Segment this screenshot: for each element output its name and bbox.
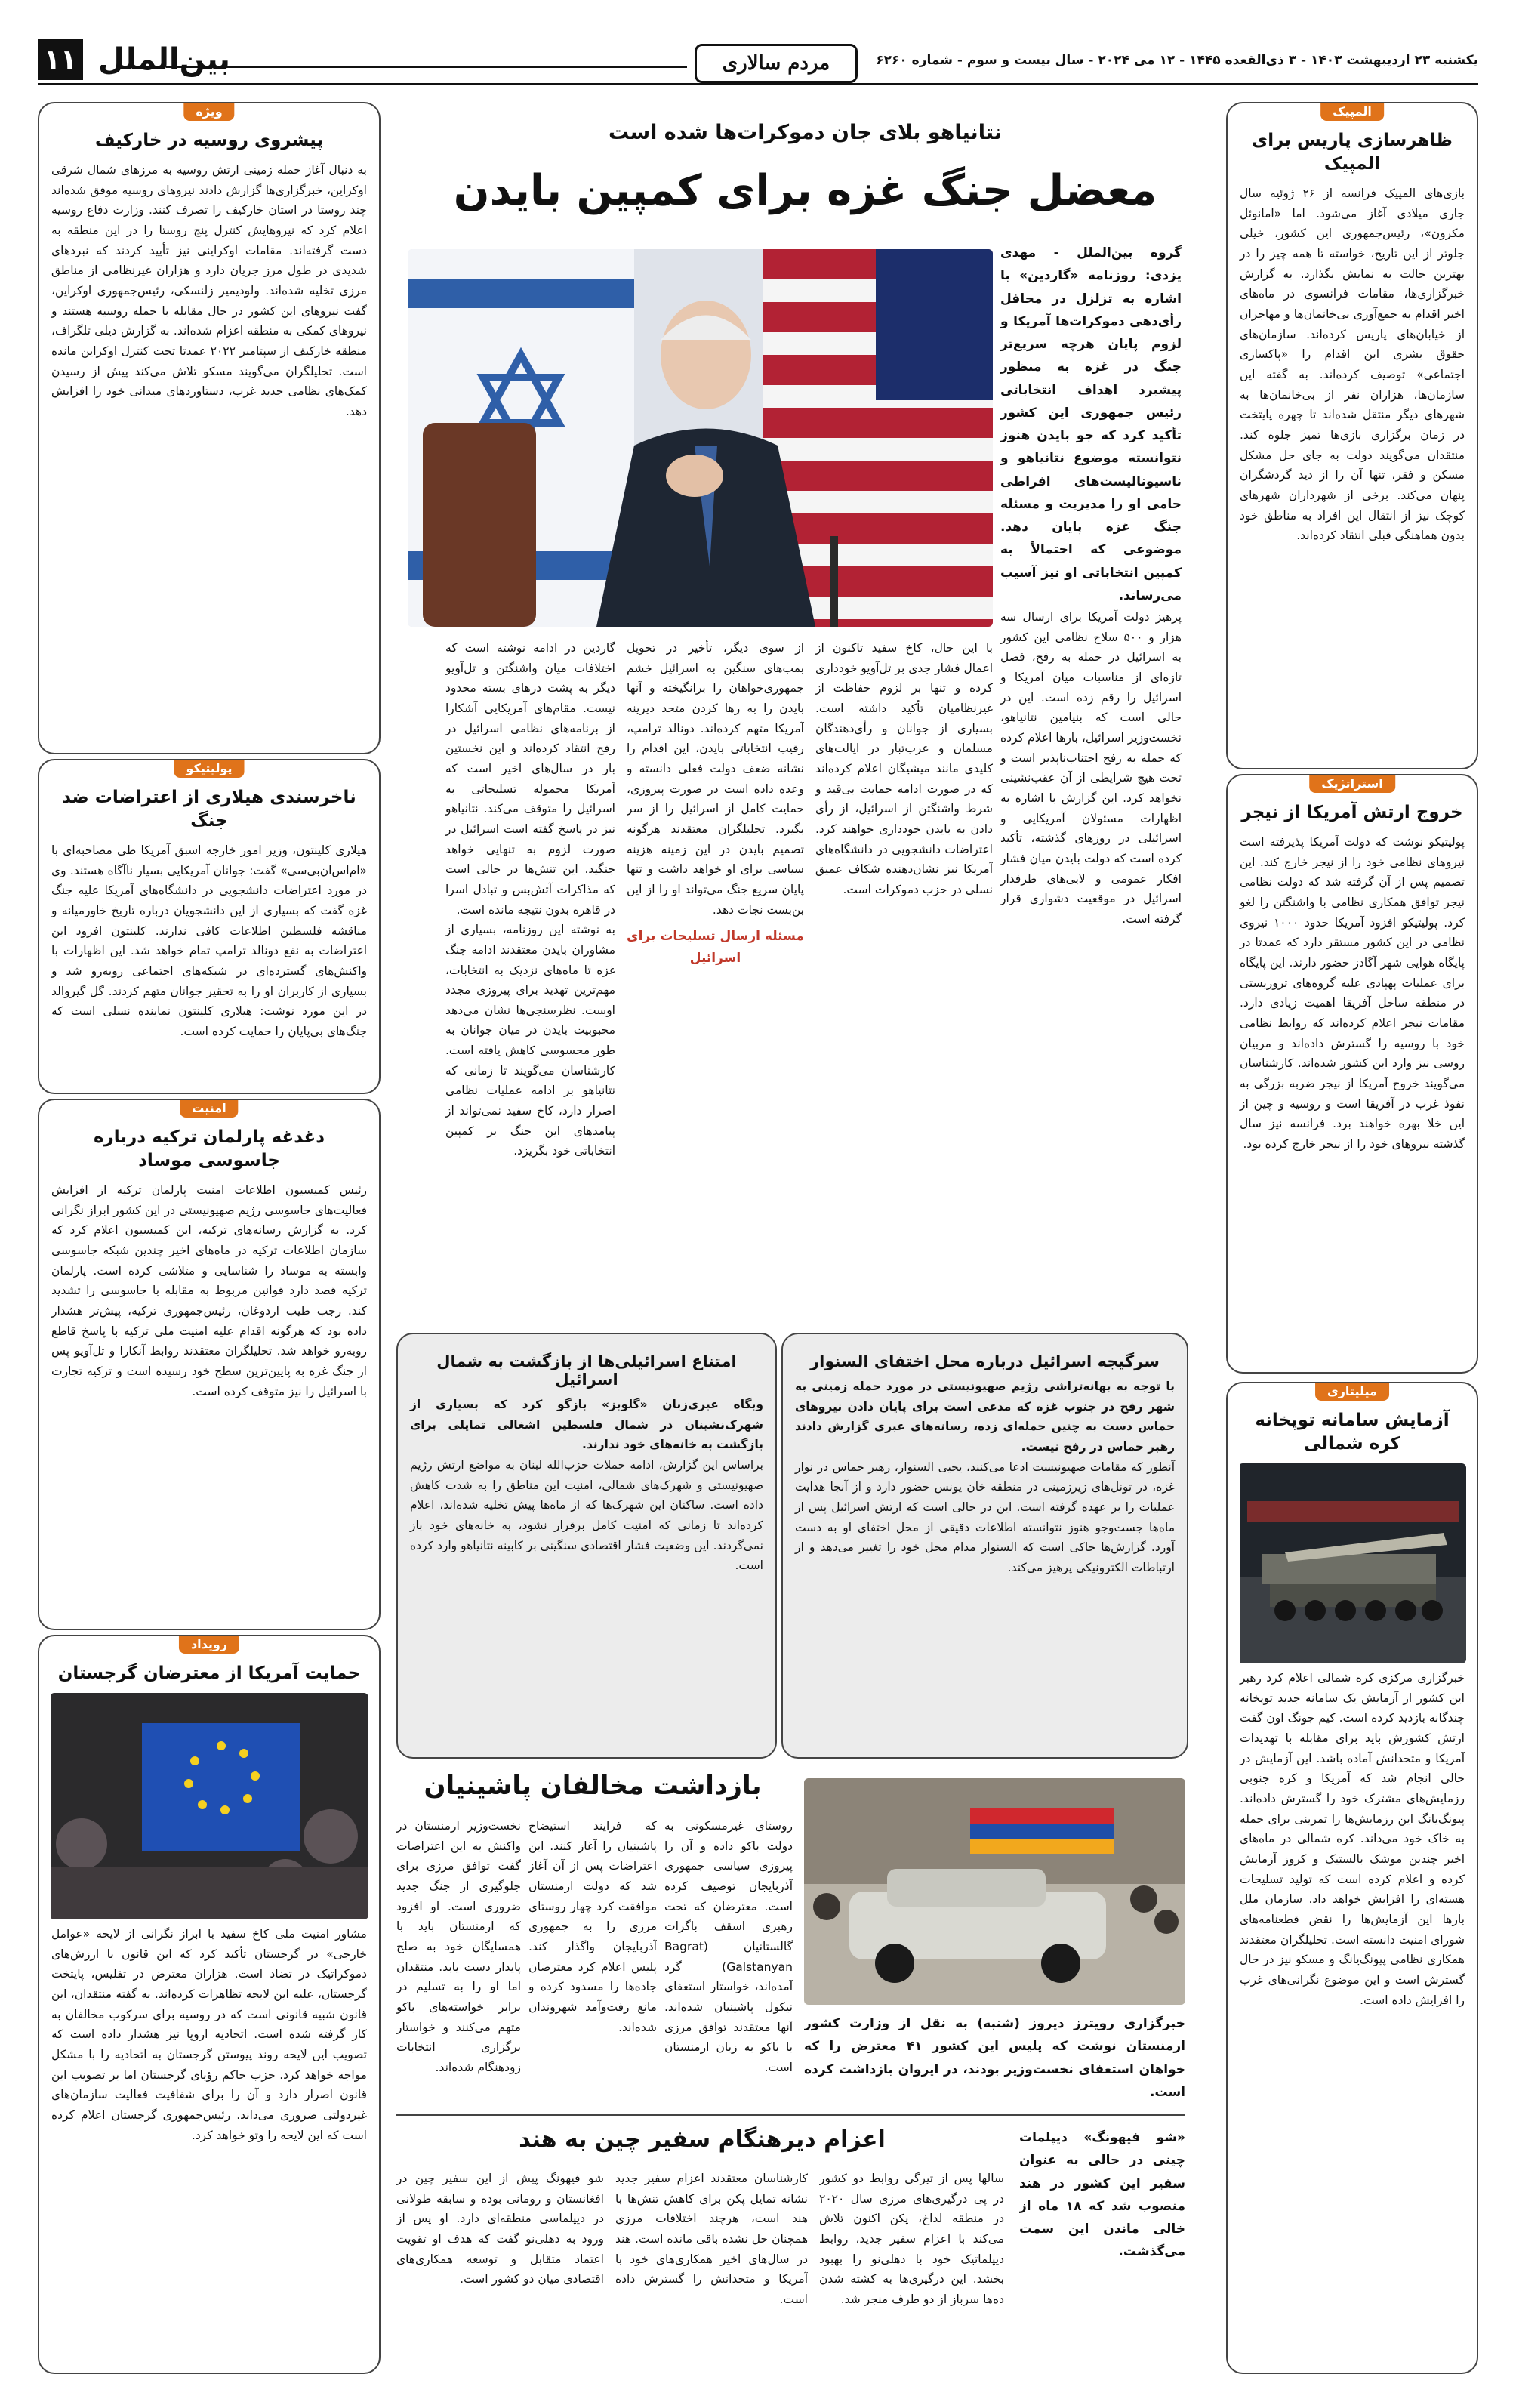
korea-photo — [1238, 1463, 1466, 1663]
russia-text: به دنبال آغاز حمله زمینی ارتش روسیه به مرزهای شمال شرقی اوکراین، خبرگزاری‌ها گزارش دادند نیروهای روسیه موفق شده‌اند چند روستا در استان خارکیف را تصرف کنند. وزارت دفاع روسیه اعلام کرد که نیروهایش کنترل پنج روستا را در این منطقه به دست گرفته‌اند. مقامات اوکراینی نیز تأیید کردند که نبردهای شدیدی در طول مرز جریان دارد و هزاران غیرنظامی از مناطق مرزی تخلیه شده‌اند. ولودیمیر زلنسکی، رئیس‌جمهوری اوکراین، گفت نیروهای این کشور در حال مقابله با حمله روسیه هستند و نیروهای کمکی به منطقه اعزام شده‌اند. به گزارش دیلی تلگراف، منطقه خارکیف از سپتامبر ۲۰۲۲ عمدتا تحت کنترل اوکراین مانده است. تحلیلگران می‌گویند مسکو تلاش می‌کند پیش از رسیدن کمک‌های نظامی جدید غرب، دستاوردهای میدانی خود را افزایش دهد. — [51, 163, 367, 418]
georgia-photo — [50, 1693, 368, 1919]
armenia-title: بازداشت مخالفان پاشینیان — [424, 1771, 762, 1801]
georgia-box — [38, 1635, 381, 2374]
main-col1-text: پرهیز دولت آمریکا برای ارسال سه هزار و ۵۰۰ سلاح نظامی این کشور به اسرائیل در حمله به رفح، فصل تازه‌ای از مناسبات میان آمریکا و اسرائیل را رقم زده است. این در حالی است که بنیامین نتانیاهو، نخست‌وزیر اسرائیل، بارها اعلام کرده که حمله به رفح اجتناب‌ناپذیر است و تحت هیچ شرایطی از آن عقب‌نشینی نخواهد کرد. این گزارش با اشاره به اظهارات مسئولان آمریکایی و اسرائیلی در روزهای گذشته، تأکید کرده است که دولت بایدن میان فشار افکار عمومی و لابی‌های طرفدار اسرائیل در موقعیت دشواری قرار گرفته است. — [1000, 610, 1182, 926]
hillary-tag: پولیتیکو — [174, 759, 245, 778]
main-col4-text: گاردین در ادامه نوشته است که اختلافات میان واشنگتن و تل‌آویو دیگر به پشت درهای بسته محدود نیست. مقام‌های آمریکایی آشکارا از برنامه‌های نظامی اسرائیل در رفح انتقاد کرده‌اند و این نخستین بار در سال‌های اخیر است که آمریکا محموله تسلیحاتی به اسرائیل را متوقف می‌کند. نتانیاهو نیز در پاسخ گفته است اسرائیل در صورت لزوم به تنهایی خواهد جنگید. این تنش‌ها در حالی است که مذاکرات آتش‌بس و تبادل اسرا در قاهره بدون نتیجه مانده است. — [445, 641, 615, 917]
russia-tag: ویژه — [183, 102, 234, 121]
north-israel-box — [396, 1333, 777, 1759]
missile-launcher-image — [1240, 1463, 1466, 1663]
spacer — [396, 1057, 430, 1058]
north-israel-lead: وبگاه عبری‌زبان «گلوبز» بازگو کرد که بسیاری از شهرک‌نشینان در شمال فلسطین اشغالی تمایلی برای بازگشت به خانه‌های خود ندارند. — [410, 1398, 763, 1452]
section-title: بین‌الملل — [98, 42, 230, 77]
main-col2-text: با این حال، کاخ سفید تاکنون از اعمال فشار جدی بر تل‌آویو خودداری کرده و تنها بر لزوم حفاظت از غیرنظامیان تأکید داشته است. بسیاری از جوانان و رأی‌دهندگان مسلمان و عرب‌تبار در ایالت‌های کلیدی مانند میشیگان اعلام کرده‌اند که در صورت ادامه حمایت بی‌قید و شرط واشنگتن از اسرائیل، از رأی دادن به بایدن خودداری خواهند کرد. اعتراضات دانشجویی در دانشگاه‌های آمریکا نیز نشان‌دهنده شکاف عمیق نسلی در حزب دموکرات است. — [815, 641, 993, 896]
china-col-2: کارشناسان معتقدند اعزام سفیر جدید نشانه تمایل پکن برای کاهش تنش‌ها با هند است، هرچند اختلافات مرزی همچنان حل نشده باقی مانده است. هند در سال‌های اخیر همکاری‌های خود با آمریکا و متحدانش را گسترش داده است. — [615, 2172, 808, 2306]
main-lead: گروه بین‌الملل - مهدی یزدی: روزنامه «گاردین» با اشاره به تزلزل در محافل رأی‌دهی دموکرات‌ها آمریکا و لزوم پایان هرچه سریع‌تر جنگ در غزه به منظور پیشبرد اهداف انتخاباتی رئیس جمهوری این کشور تأکید کرد که جو بایدن هنوز نتوانسته موضوع نتانیاهو و ناسیونالیست‌های افراطی حامی او را مدیریت و مسئله جنگ غزه پایان دهد. موضوعی که احتمالاً به کمپین انتخاباتی او نیز آسیب می‌رساند. — [1000, 245, 1182, 603]
newspaper-logo: مردم سالاری — [695, 44, 858, 83]
eu-flag-protest-image — [51, 1693, 368, 1919]
niger-box — [1226, 774, 1478, 1374]
main-supertitle: نتانیاهو بلای جان دموکرات‌ها شده است — [609, 121, 1002, 144]
north-israel-title: امتناع اسرائیلی‌ها از بازگشت به شمال اسرائیل — [436, 1352, 737, 1389]
hillary-title: ناخرسندی هیلاری از اعتراضات ضد جنگ — [62, 788, 356, 831]
turkey-text: رئیس کمیسیون اطلاعات امنیت پارلمان ترکیه از افزایش فعالیت‌های جاسوسی رژیم صهیونیستی در این کشور ابراز نگرانی کرد. به گزارش رسانه‌های ترکیه، این کمیسیون اعلام کرد که سازمان اطلاعات ترکیه در ماه‌های اخیر چندین شبکه جاسوسی وابسته به موساد را شناسایی و متلاشی کرده است. پارلمان ترکیه قصد دارد قوانین مربوط به مقابله با جاسوسی را تشدید کند. رجب طیب اردوغان، رئیس‌جمهوری ترکیه، پیش‌تر هشدار داده بود که هرگونه اقدام علیه امنیت ملی ترکیه با پاسخ قاطع روبه‌رو خواهد شد. تحلیلگران معتقدند روابط آنکارا و تل‌آویو پس از جنگ غزه به پایین‌ترین سطح خود رسیده است و ترکیه تجارت با اسرائیل را نیز متوقف کرده است. — [51, 1183, 367, 1398]
china-title: اعزام دیرهنگام سفیر چین به هند — [519, 2126, 886, 2153]
korea-text: خبرگزاری مرکزی کره شمالی اعلام کرد رهبر این کشور از آزمایش یک سامانه جدید توپخانه چندگانه بازدید کرده است. کیم جونگ اون گفت ارتش کشورش باید برای مقابله با تهدیدات آمریکا و متحدانش آماده باشد. این آزمایش در حالی انجام شد که آمریکا و کره جنوبی رزمایش‌های مشترک خود را گسترش داده‌اند. پیونگ‌یانگ این رزمایش‌ها را تمرینی برای حمله به خاک خود می‌داند. کره شمالی در ماه‌های اخیر چندین موشک بالستیک و کروز آزمایش کرده و اعلام کرده است که تولید تسلیحات هسته‌ای را افزایش خواهد داد. سازمان ملل بارها این آزمایش‌ها را نقض قطعنامه‌های شورای امنیت دانسته است. تحلیلگران معتقدند همکاری نظامی پیونگ‌یانگ و مسکو نیز در حال گسترش است و این موضوع نگرانی‌های غرب را افزایش داده است. — [1240, 1671, 1465, 2007]
georgia-tag: رویداد — [179, 1635, 239, 1654]
sinwar-title: سرگیجه اسرائیل درباره محل اختفای السنوار — [810, 1352, 1160, 1370]
main-column-3 — [627, 638, 804, 1321]
sinwar-lead: با توجه به بهانه‌تراشی رژیم صهیونیستی در مورد حمله زمینی به شهر رفح در جنوب غزه که مدعی است برای پایان دادن نیروهای حماس دست به چنین حمله‌ای زده، رسانه‌های عبری گزارش دادند رهبر حماس در رفح نیست. — [795, 1380, 1175, 1454]
armenia-photo — [804, 1778, 1185, 2005]
china-col-3: شو فیهونگ پیش از این سفیر چین در افغانستان و رومانی بوده و سابقه طولانی در دیپلماسی منطقه‌ای دارد. او پس از ورود به دهلی‌نو گفت که هدف او تقویت اعتماد متقابل و توسعه همکاری‌های اقتصادی میان دو کشور است. — [396, 2172, 604, 2286]
page-header — [38, 14, 1478, 85]
china-article — [396, 2114, 1185, 2373]
olympics-box — [1226, 102, 1478, 769]
biden-photo — [408, 249, 993, 627]
protest-car-image — [804, 1778, 1185, 2005]
armenia-col-3: نخست‌وزیر ارمنستان در واکنش به این اعتراضات گفت توافق مرزی برای جلوگیری از جنگ جدید ضروری است. او افزود که ارمنستان باید با همسایگان خود به صلح پایدار دست یابد. منتقدان اما او را به تسلیم در برابر خواسته‌های باکو متهم می‌کنند و خواستار برگزاری انتخابات زودهنگام شده‌اند. — [396, 1819, 521, 2074]
russia-title: پیشروی روسیه در خارکیف — [94, 131, 324, 150]
sinwar-box — [781, 1333, 1188, 1759]
turkey-box — [38, 1099, 381, 1630]
header-rule — [166, 66, 687, 68]
korea-tag: میلیتاری — [1315, 1382, 1389, 1401]
korea-box — [1226, 1382, 1478, 2374]
georgia-title: حمایت آمریکا از معترضان گرجستان — [57, 1663, 361, 1683]
main-col3-text: از سوی دیگر، تأخیر در تحویل بمب‌های سنگین به اسرائیل خشم جمهوری‌خواهان را برانگیخته و آنها بایدن را به رها کردن متحد دیرینه آمریکا متهم کرده‌اند. دونالد ترامپ، رقیب انتخاباتی بایدن، این اقدام را نشانه ضعف دولت فعلی دانسته و وعده داده است در صورت پیروزی، حمایت کامل از اسرائیل را از سر بگیرد. تحلیلگران معتقدند هرگونه تصمیم بایدن در این زمینه هزینه سیاسی برای او خواهد داشت و تنها پایان سریع جنگ می‌تواند او را از این بن‌بست نجات دهد. — [627, 641, 804, 917]
hillary-box — [38, 759, 381, 1094]
china-lead: «شو فیهونگ» دیپلمات چینی در حالی به عنوان سفیر این کشور در هند منصوب شد که ۱۸ ماه از خالی ماندن این سمت می‌گذشت. — [1019, 2130, 1185, 2260]
main-column-1 — [1000, 242, 1182, 1321]
olympics-text: بازی‌های المپیک فرانسه از ۲۶ ژوئیه سال جاری میلادی آغاز می‌شود. اما «امانوئل مکرون»، رئیس‌جمهوری این کشور، خیلی جلوتر از این تاریخ، خواسته تا همه چیز را در بهترین حالت به نمایش بگذارد. به گزارش خبرگزاری‌ها، مقامات فرانسوی در ماه‌های اخیر اقدام به جمع‌آوری بی‌خانمان‌ها و مهاجران از خیابان‌های پاریس کرده‌اند. سازمان‌های حقوق بشری این اقدام را «پاکسازی اجتماعی» توصیف کرده‌اند. به گفته این سازمان‌ها، هزاران نفر از بی‌خانمان‌ها به شهرهای دیگر منتقل شده‌اند تا چهره پایتخت در زمان برگزاری بازی‌ها تمیز جلوه کند. منتقدان می‌گویند دولت به جای حل مشکل مسکن و فقر، تنها آن را از دید گردشگران پنهان می‌کند. برخی از شهرداران شهرهای کوچک نیز از انتقال این افراد به مناطق خود بدون هماهنگی قبلی انتقاد کرده‌اند. — [1240, 187, 1465, 543]
main-column-4 — [445, 638, 615, 1321]
armenia-col-2: که فرایند استیضاح پاشینیان را آغاز کنند. این اعتراضات پس از آن آغاز شد که دولت ارمنستان موافقت کرد چهار روستای مرزی را به جمهوری آذربایجان واگذار کند. پلیس اعلام کرد معترضان جاده‌ها را مسدود کرده و مانع رفت‌وآمد شهروندان شده‌اند. — [528, 1819, 657, 2034]
armenia-col-1: روستای غیرمسکونی به دولت باکو داده و آن را پیروزی سیاسی جمهوری آذربایجان توصیف کرده است. معترضان که تحت رهبری اسقف باگرات گالستانیان (Bagrat Galstanyan) گرد آمده‌اند، خواستار استعفای نیکول پاشینیان شده‌اند. آنها معتقدند توافق مرزی با باکو به زیان ارمنستان است. — [664, 1819, 793, 2074]
niger-title: خروج ارتش آمریکا از نیجر — [1241, 803, 1463, 822]
niger-tag: استراتژیک — [1309, 774, 1395, 793]
niger-text: پولیتیکو نوشت که دولت آمریکا پذیرفته است نیروهای نظامی خود را از نیجر خارج کند. این تصمیم پس از آن گرفته شد که دولت نظامی نیجر توافق همکاری نظامی با واشنگتن را لغو کرد. پولیتیکو افزود آمریکا حدود ۱۰۰۰ نیروی نظامی در این کشور مستقر دارد که عمدتا در پایگاه هوایی شهر آگادز حضور دارند. این پایگاه برای عملیات پهپادی علیه گروه‌های تروریستی در منطقه ساحل آفریقا اهمیت زیادی دارد. مقامات نیجر اعلام کرده‌اند که روابط نظامی خود با روسیه را گسترش داده‌اند و مربیان روسی نیز وارد این کشور شده‌اند. کارشناسان می‌گویند خروج آمریکا از نیجر ضربه بزرگی به نفوذ غرب در آفریقا است و روسیه و چین از این خلا بهره خواهند برد. فرانسه نیز سال گذشته نیروهای خود را از نیجر خارج کرده بود. — [1240, 835, 1465, 1151]
main-column-2 — [815, 638, 993, 1321]
china-col-1: سالها پس از تیرگی روابط دو کشور در پی درگیری‌های مرزی سال ۲۰۲۰ در منطقه لداخ، پکن اکنون تلاش می‌کند با اعزام سفیر جدید، روابط دیپلماتیک خود با دهلی‌نو را بهبود بخشد. این درگیری‌ها به کشته شدن ده‌ها سرباز از دو طرف منجر شد. — [819, 2172, 1004, 2306]
olympics-title: ظاهرسازی پاریس برای المپیک — [1252, 131, 1453, 174]
armenia-caption: خبرگزاری رویترز دیروز (شنبه) به نقل از وزارت کشور ارمنستان نوشت که پلیس این کشور ۴۱ معترض را که خواهان استعفای نخست‌وزیر بودند، در ایروان بازداشت کرده است. — [804, 2016, 1185, 2100]
turkey-title: دغدغه پارلمان ترکیه درباره جاسوسی موساد — [93, 1127, 325, 1171]
hillary-text: هیلاری کلینتون، وزیر امور خارجه اسبق آمریکا طی مصاحبه‌ای با «ام‌اس‌ان‌بی‌سی» گفت: جوانان آمریکایی بسیار ناآگاه هستند. وی در مورد اعتراضات دانشجویی در دانشگاه‌های آمریکا علیه جنگ غزه گفت که بسیاری از این دانشجویان درباره تاریخ خاورمیانه و مناقشه فلسطین اطلاعات کافی ندارند. کلینتون افزود این اعتراضات به نفع دونالد ترامپ تمام خواهد شد. این اظهارات با واکنش‌های گسترده‌ای در شبکه‌های اجتماعی روبه‌رو شد و بسیاری از کاربران او را به تحقیر جوانان متهم کردند. گل گیروالد در این مورد نوشت: هیلاری کلینتون نماینده نسلی است که جنگ‌های بی‌پایان را حمایت کرده است. — [51, 843, 367, 1038]
main-inline-subhead: مسئله ارسال تسلیحات برای اسرائیل — [627, 929, 804, 967]
main-col5-text: به نوشته این روزنامه، بسیاری از مشاوران بایدن معتقدند ادامه جنگ غزه تا ماه‌های نزدیک به انتخابات، مهم‌ترین تهدید برای پیروزی مجدد اوست. نظرسنجی‌ها نشان می‌دهد محبوبیت بایدن در میان جوانان به طور محسوسی کاهش یافته است. کارشناسان می‌گویند تا زمانی که نتانیاهو بر ادامه عملیات نظامی اصرار دارد، کاخ سفید نمی‌تواند از پیامدهای این جنگ بر کمپین انتخاباتی خود بگریزد. — [445, 923, 615, 1158]
issue-info: یکشنبه ۲۳ اردیبهشت ۱۴۰۳ - ۳ ذی‌القعده ۱۴۴۵ - ۱۲ می ۲۰۲۴ - سال بیست و سوم - شماره ۶۲۶۰ — [876, 53, 1478, 68]
olympics-tag: المپیک — [1320, 102, 1384, 121]
main-headline: معضل جنگ غزه برای کمپین بایدن — [453, 166, 1157, 215]
biden-flags-image — [408, 249, 993, 627]
russia-box — [38, 102, 381, 754]
page-number: ۱۱ — [38, 39, 83, 80]
turkey-tag: امنیت — [180, 1099, 238, 1118]
north-israel-text: براساس این گزارش، ادامه حملات حزب‌الله لبنان به مواضع ارتش رژیم صهیونیستی و شهرک‌های شمالی، امنیت این مناطق را به شدت کاهش داده است. ساکنان این شهرک‌ها که از ماه‌ها پیش تخلیه شده‌اند، اعلام کرده‌اند تا زمانی که امنیت کامل برقرار نشود، به خانه‌های خود باز نمی‌گردند. این وضعیت فشار اقتصادی سنگینی بر کابینه نتانیاهو وارد کرده است. — [410, 1457, 763, 1573]
sinwar-text: آنطور که مقامات صهیونیست ادعا می‌کنند، یحیی السنوار، رهبر حماس در نوار غزه، در تونل‌های زیرزمینی در منطقه خان یونس حضور دارد و از آنجا هدایت عملیات را بر عهده گرفته است. این در حالی است که ارتش اسرائیل پس از ماه‌ها جست‌وجو هنوز نتوانسته اطلاعات دقیقی از محل اختفای او به دست آورد. گزارش‌ها حاکی است که السنوار مدام محل خود را تغییر می‌دهد و از ارتباطات الکترونیکی پرهیز می‌کند. — [795, 1460, 1175, 1574]
korea-title: آزمایش سامانه توپخانه کره شمالی — [1255, 1411, 1450, 1454]
georgia-text: مشاور امنیت ملی کاخ سفید با ابراز نگرانی از لایحه «عوامل خارجی» در گرجستان تأکید کرد که این قانون با ارزش‌های دموکراتیک در تضاد است. هزاران معترض در تفلیس، پایتخت گرجستان، علیه این لایحه تظاهرات کرده‌اند. به گفته منتقدان، این قانون شبیه قانونی است که در روسیه برای سرکوب مخالفان به کار گرفته شده است. اتحادیه اروپا نیز هشدار داده است که تصویب این لایحه روند پیوستن گرجستان به اتحادیه را با مشکل مواجه خواهد کرد. حزب حاکم رؤیای گرجستان اما بر تصویب این قانون اصرار دارد و آن را برای شفافیت فعالیت سازمان‌های غیردولتی ضروری می‌داند. رئیس‌جمهوری گرجستان اعلام کرده است که این لایحه را وتو خواهد کرد. — [51, 1927, 367, 2142]
